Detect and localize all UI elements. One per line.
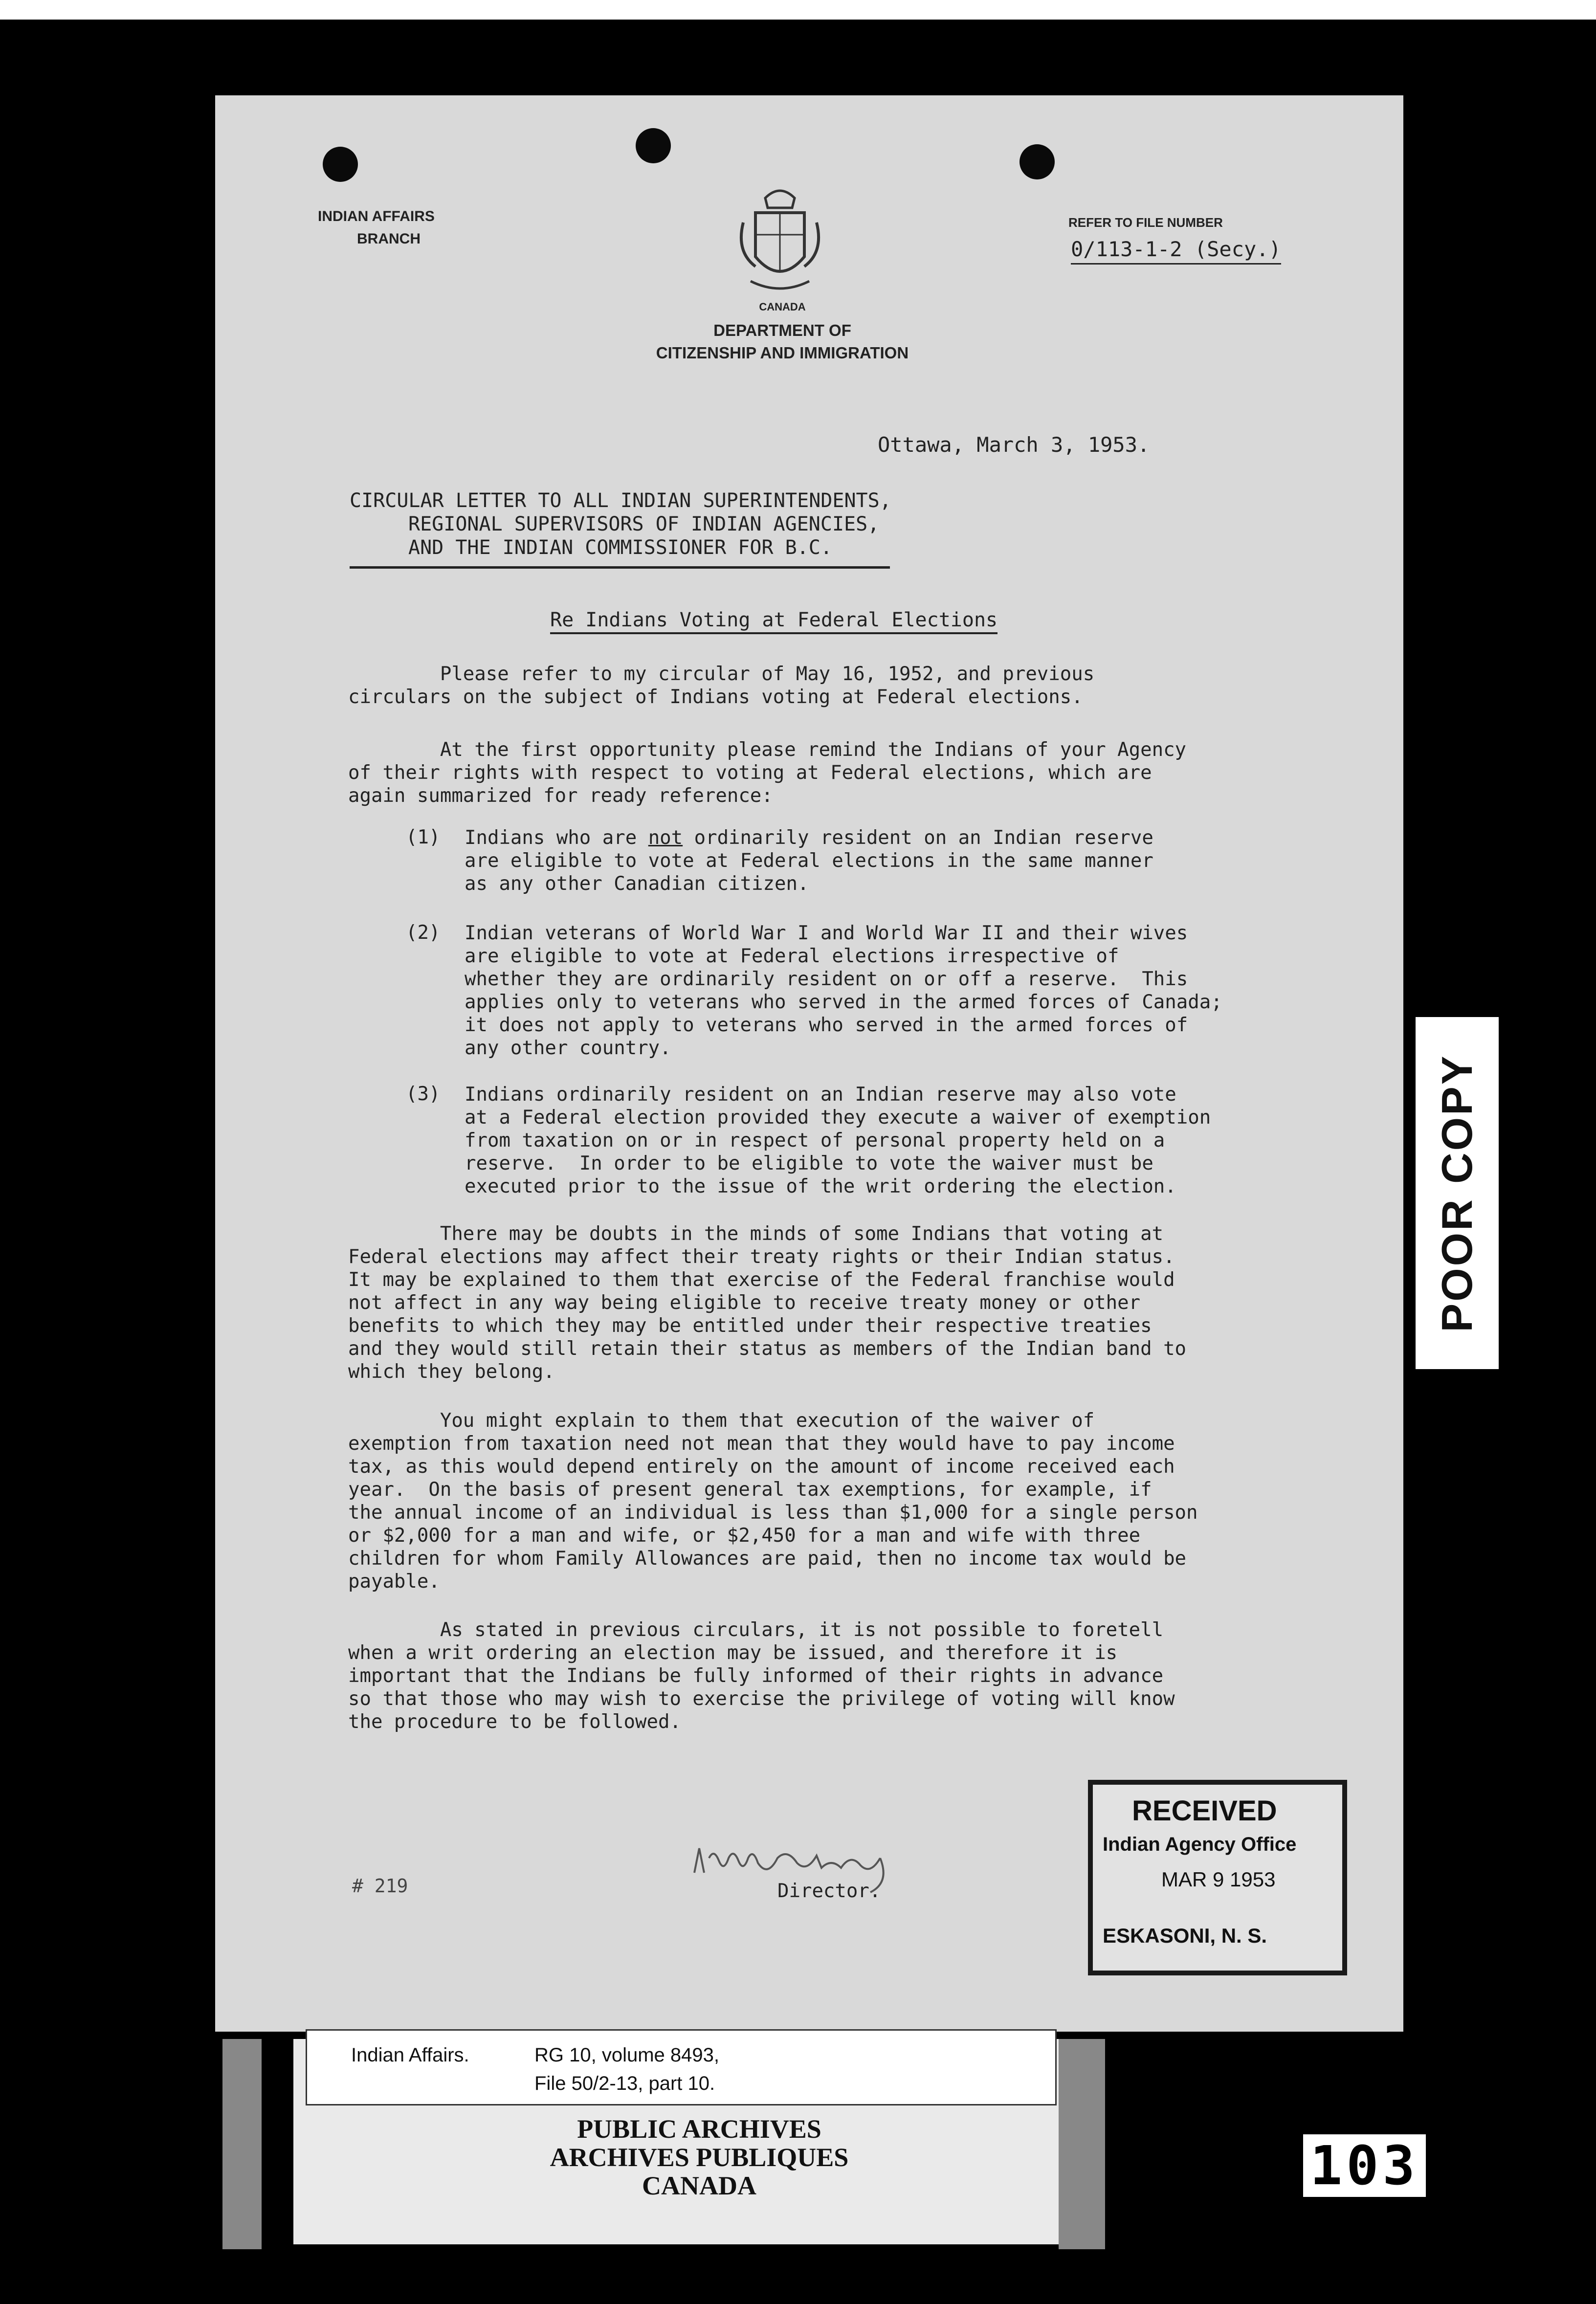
item-3-number: (3) (406, 1083, 441, 1105)
branch-header (318, 205, 435, 250)
circular-number: # 219 (352, 1875, 408, 1897)
branch-line1: INDIAN AFFAIRS (318, 208, 435, 224)
paragraph-1: Please refer to my circular of May 16, 1952, and previous circulars on the subject of Indians voting at Federal elections. (348, 663, 1095, 708)
paragraph-4: You might explain to them that execution of the waiver of exemption from taxation need not mean that they would have to pay income tax, as this would depend entirely on the amount of income received each year. On the basis of present general tax exemptions, for example, if the annual income of an individual is less than $1,000 for a single person or $2,000 for a man and wife, or $2,450 for a man and wife with three children for whom Family Allowances are paid, then no income tax would be payable. (348, 1410, 1198, 1593)
paragraph-2: At the first opportunity please remind the Indians of your Agency of their rights with respect to voting at Federal elections, which are again summarized for ready reference: (348, 739, 1187, 807)
top-border (0, 0, 1596, 20)
paragraph-5: As stated in previous circulars, it is not possible to foretell when a writ ordering an election may be issued, and therefore it is important that the Indians be fully informed of their rights in advance so that those who may wish to exercise the privilege of voting will know the procedure to be followed. (348, 1619, 1175, 1733)
item-3-text: Indians ordinarily resident on an Indian reserve may also vote at a Federal election provided they execute a waiver of exemption from taxation on or in respect of personal property held on a reserve. In order to be eligible to vote the waiver must be executed prior to the issue of the writ ordering the election. (465, 1084, 1211, 1197)
refer-label: REFER TO FILE NUMBER (1068, 215, 1223, 230)
stamp-received: RECEIVED (1132, 1795, 1277, 1827)
item-2-text: Indian veterans of World War I and World War II and their wives are eligible to vote at Federal elections irrespective of whether they are ordinarily resident on or off a reserve. This applies only to veterans who served in the armed forces of Canada; it does not apply to veterans who served in the armed forces of any other country. (465, 922, 1222, 1059)
file-number: 0/113-1-2 (Secy.) (1071, 237, 1281, 265)
director-title: Director. (777, 1880, 881, 1902)
document-page (215, 95, 1403, 2032)
received-stamp (1088, 1780, 1347, 1975)
archives-line2: ARCHIVES PUBLIQUES (550, 2143, 849, 2172)
circular-line2: REGIONAL SUPERVISORS OF INDIAN AGENCIES, (408, 513, 880, 535)
circular-line3: AND THE INDIAN COMMISSIONER FOR B.C. (408, 536, 832, 559)
coat-of-arms-icon (736, 183, 824, 301)
department-header (587, 301, 978, 364)
punch-hole (636, 128, 671, 163)
poor-copy-label: POOR COPY (1433, 1054, 1481, 1332)
item-1-emphasis: not (648, 827, 683, 849)
archives-title (293, 2115, 1105, 2200)
archives-line1: PUBLIC ARCHIVES (577, 2114, 821, 2144)
item-2-number: (2) (406, 922, 441, 944)
subject-line: Re Indians Voting at Federal Elections (550, 609, 998, 634)
stamp-place: ESKASONI, N. S. (1103, 1924, 1267, 1947)
item-1-pre: Indians who are (465, 827, 648, 849)
circular-line1: CIRCULAR LETTER TO ALL INDIAN SUPERINTENDENTS, (350, 489, 891, 512)
item-1-text (465, 826, 1247, 895)
branch-line2: BRANCH (357, 231, 421, 247)
letter-date: Ottawa, March 3, 1953. (878, 433, 1150, 457)
item-1-rest: ordinarily resident on an Indian reserve are eligible to vote at Federal elections in the same manner as any other Canadian citizen. (465, 827, 1153, 895)
circular-address (350, 489, 891, 559)
country-label: CANADA (759, 301, 806, 313)
archives-side-left (222, 2039, 262, 2249)
punch-hole (1020, 144, 1055, 179)
archives-line3: CANADA (642, 2171, 756, 2200)
dept-line2: CITIZENSHIP AND IMMIGRATION (656, 344, 909, 362)
archives-file: File 50/2-13, part 10. (534, 2073, 715, 2094)
punch-hole (323, 147, 358, 182)
stamp-office: Indian Agency Office (1103, 1834, 1297, 1855)
paragraph-3: There may be doubts in the minds of some Indians that voting at Federal elections may affect their treaty rights or their Indian status. It may be explained to them that exercise of the Federal franchise would not affect in any way being eligible to receive treaty money or other benefits to which they may be entitled under their respective treaties and they would still retain their status as members of the Indian band to which they belong. (348, 1223, 1187, 1383)
archives-fonds: Indian Affairs. (351, 2044, 469, 2066)
item-1-number: (1) (406, 826, 441, 848)
address-underline (350, 566, 890, 569)
archives-reference-label (306, 2029, 1057, 2105)
frame-number: 103 (1303, 2134, 1426, 2197)
archives-rg: RG 10, volume 8493, (534, 2044, 719, 2066)
stamp-date: MAR 9 1953 (1161, 1868, 1276, 1891)
dept-line1: DEPARTMENT OF (713, 321, 851, 339)
